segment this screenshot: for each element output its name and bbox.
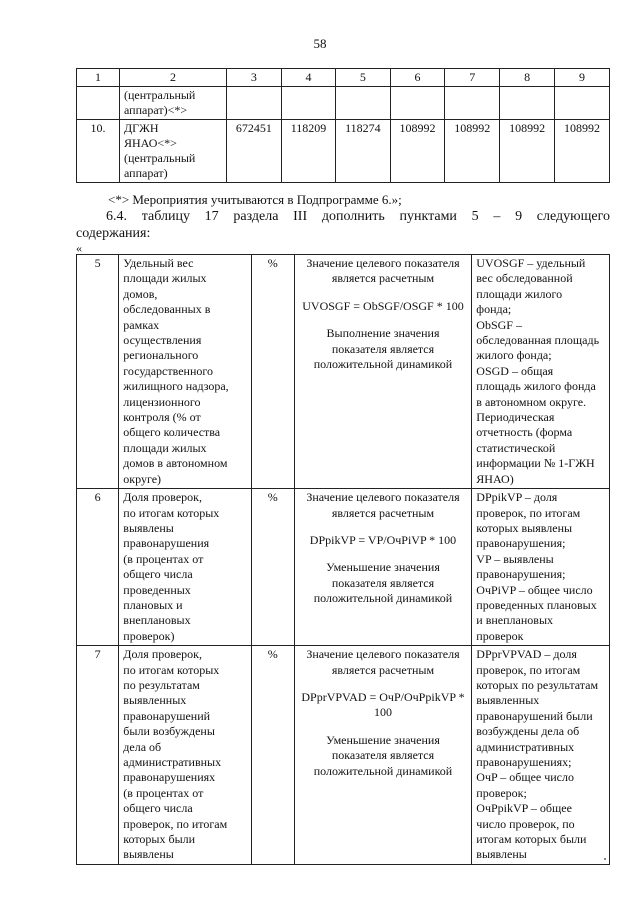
column-number: 1 <box>77 69 120 87</box>
description-cell: DPpikVP – доля проверок, по итогам которых выявлены правонарушения; VP – выявлены правонарушения; OчPiVP – общее число проведенных плановых и внеплановых проверок <box>472 489 610 646</box>
formula-intro: Значение целевого показателя является расчетным <box>306 256 460 286</box>
column-number: 5 <box>336 69 390 87</box>
name-cell: (центральный аппарат)<*> <box>120 87 227 120</box>
value-cell <box>445 87 500 120</box>
table-row <box>77 87 610 120</box>
footnote: <*> Мероприятия учитываются в Подпрограмме 6.»; <box>108 192 402 207</box>
formula-note: Уменьшение значения показателя является положительной динамикой <box>313 732 453 778</box>
formula-cell <box>294 489 472 646</box>
row-number-cell: 10. <box>77 120 120 183</box>
value-cell: 108992 <box>390 120 445 183</box>
table-row <box>77 489 610 646</box>
indicator-name-cell: Доля проверок, по итогам которых по результатам выявленных правонарушений были возбуждены дела об административных правонарушениях (в процентах от общего числа проверок, по итогам которых были выявлены <box>119 646 252 865</box>
formula-intro: Значение целевого показателя является расчетным <box>306 647 460 677</box>
page-number: 58 <box>313 36 327 51</box>
unit-cell: % <box>251 646 294 865</box>
row-number-cell <box>77 87 120 120</box>
row-number-cell: 5 <box>77 255 119 489</box>
description-cell: UVOSGF – удельный вес обследованной площади жилого фонда; ObSGF – обследованная площадь жилого фонда; OSGD – общая площадь жилого фонда в автономном округе. Периодическая отчетность (форма статистической информации № 1-ГЖН ЯНАО) <box>472 255 610 489</box>
table-row <box>77 646 610 865</box>
indicators-table <box>76 254 610 865</box>
table-row <box>77 255 610 489</box>
table-header-row <box>77 69 610 87</box>
unit-cell: % <box>251 255 294 489</box>
value-cell: 108992 <box>500 120 555 183</box>
column-number: 7 <box>445 69 500 87</box>
formula: DPprVPVAD = OчP/OчPpikVP * 100 <box>301 689 465 720</box>
column-number: 3 <box>227 69 282 87</box>
value-cell: 672451 <box>227 120 282 183</box>
paragraph-line: содержания: <box>76 226 151 241</box>
formula-intro: Значение целевого показателя является расчетным <box>306 490 460 520</box>
description-cell: DPprVPVAD – доля проверок, по итогам которых по результатам выявленных правонарушений были возбуждены дела об административных правонарушениях; OчP – общее число проверок; OчPpikVP – общее число проверок, по итогам которых были выявлены <box>472 646 610 865</box>
formula: UVOSGF = ObSGF/OSGF * 100 <box>302 298 464 313</box>
formula-cell <box>294 255 472 489</box>
column-number: 8 <box>500 69 555 87</box>
row-number-cell: 7 <box>77 646 119 865</box>
value-cell: 118274 <box>336 120 390 183</box>
value-cell <box>500 87 555 120</box>
column-number: 4 <box>281 69 335 87</box>
column-number: 9 <box>555 69 610 87</box>
column-number: 2 <box>120 69 227 87</box>
value-cell <box>281 87 335 120</box>
value-cell <box>336 87 390 120</box>
formula-cell <box>294 646 472 865</box>
indicator-name-cell: Удельный вес площади жилых домов, обследованных в рамках осуществления регионального государственного жилищного надзора, лицензионного контроля (% от общего количества площади жилых домов в автономном округе) <box>119 255 252 489</box>
value-cell: 108992 <box>555 120 610 183</box>
value-cell <box>390 87 445 120</box>
value-cell: 118209 <box>281 120 335 183</box>
table-row <box>77 120 610 183</box>
indicator-name-cell: Доля проверок, по итогам которых выявлены правонарушения (в процентах от общего числа проведенных плановых и внеплановых проверок) <box>119 489 252 646</box>
value-cell <box>555 87 610 120</box>
value-cell <box>227 87 282 120</box>
amendment-paragraph <box>76 208 610 242</box>
name-cell: ДГЖН ЯНАО<*> (центральный аппарат) <box>120 120 227 183</box>
formula-note: Выполнение значения показателя является положительной динамикой <box>313 326 453 372</box>
formula-note: Уменьшение значения показателя является положительной динамикой <box>313 560 453 606</box>
column-number: 6 <box>390 69 445 87</box>
value-cell: 108992 <box>445 120 500 183</box>
paragraph-line: 6.4. таблицу 17 раздела III дополнить пунктами 5 – 9 следующего <box>106 209 610 224</box>
row-number-cell: 6 <box>77 489 119 646</box>
previous-table-fragment <box>76 68 610 183</box>
scan-speck <box>604 858 606 860</box>
opening-quote: « <box>76 241 82 255</box>
unit-cell: % <box>251 489 294 646</box>
formula: DPpikVP = VP/OчPiVP * 100 <box>309 532 457 547</box>
